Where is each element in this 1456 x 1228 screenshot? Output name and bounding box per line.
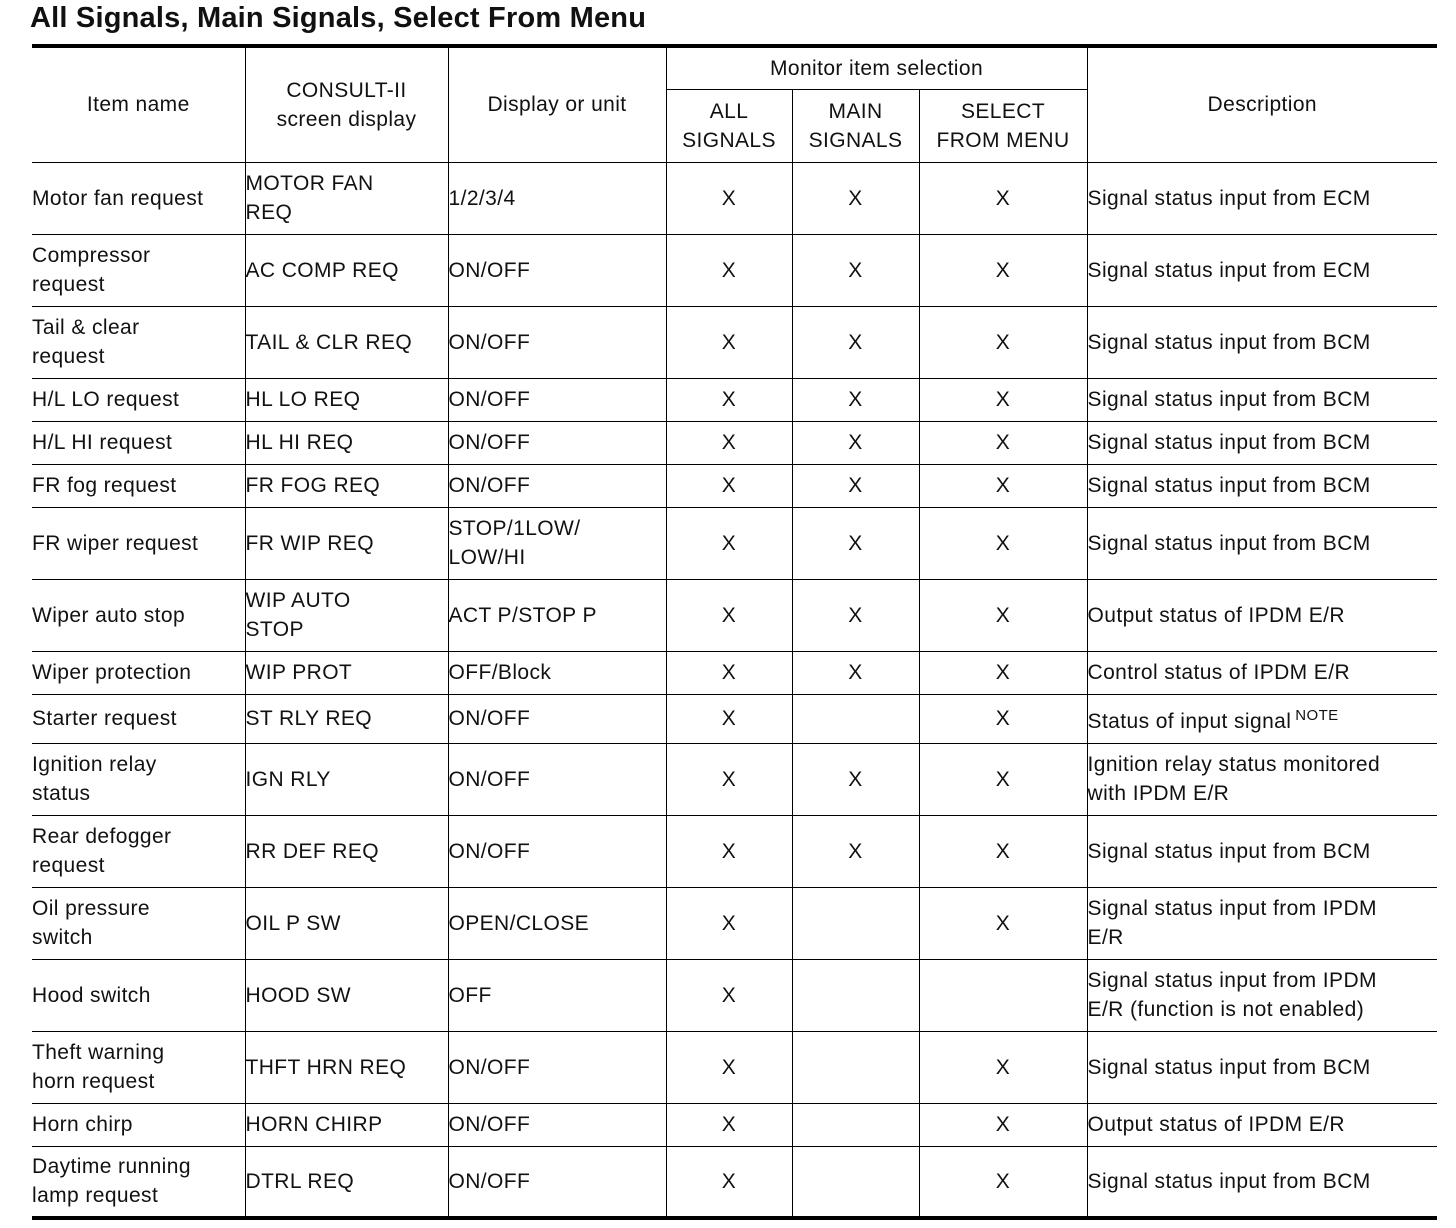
description-cell — [1087, 694, 1437, 743]
description-cell-line1: Signal status input from ECM — [1087, 186, 1371, 210]
item-name-cell — [32, 507, 245, 579]
select-from-menu-cell-mark: X — [995, 661, 1011, 684]
table-row — [32, 507, 1437, 579]
table-row — [32, 162, 1437, 234]
description-cell-line2: E/R (function is not enabled) — [1087, 998, 1365, 1021]
description-cell — [1087, 507, 1437, 579]
description-cell-line1: Signal status input from ECM — [1087, 258, 1371, 282]
item-name-cell-line1: Hood switch — [32, 983, 151, 1007]
description-cell-line2: with IPDM E/R — [1087, 782, 1230, 805]
header-consult-screen-display — [245, 46, 448, 162]
table-row — [32, 815, 1437, 887]
description-cell-line1: Signal status input from BCM — [1087, 330, 1371, 354]
main-signals-cell-mark: X — [848, 603, 863, 627]
table-row — [32, 464, 1437, 507]
display-unit-cell — [448, 507, 666, 579]
description-cell — [1087, 234, 1437, 306]
description-cell — [1087, 1103, 1437, 1146]
display-unit-cell — [448, 464, 666, 507]
screen-display-cell-line1: HORN CHIRP — [245, 1113, 383, 1136]
screen-display-cell-line1: DTRL REQ — [245, 1169, 355, 1193]
display-unit-cell-line2: LOW/HI — [448, 546, 526, 569]
item-name-cell — [32, 1146, 245, 1218]
display-unit-cell — [448, 887, 666, 959]
all-signals-cell — [666, 694, 792, 743]
description-cell-line1: Signal status input from IPDM — [1087, 897, 1377, 920]
all-signals-cell — [666, 887, 792, 959]
table-row — [32, 1146, 1437, 1218]
description-cell-line1: Signal status input from BCM — [1087, 388, 1371, 411]
table-row — [32, 579, 1437, 651]
display-unit-cell-line1: ON/OFF — [448, 1055, 531, 1079]
select-from-menu-cell — [919, 162, 1087, 234]
item-name-cell — [32, 1031, 245, 1103]
all-signals-cell — [666, 1031, 792, 1103]
all-signals-cell-mark: X — [721, 767, 737, 791]
item-name-cell — [32, 162, 245, 234]
display-unit-cell-line1: ON/OFF — [448, 767, 531, 791]
screen-display-cell-line1: HOOD SW — [245, 983, 351, 1007]
display-unit-cell — [448, 1031, 666, 1103]
select-from-menu-cell-mark: X — [995, 186, 1011, 210]
item-name-cell-line2: request — [32, 854, 105, 877]
select-from-menu-cell-mark: X — [995, 330, 1011, 354]
table-row — [32, 1031, 1437, 1103]
header-main-signals — [792, 89, 919, 162]
display-unit-cell — [448, 421, 666, 464]
display-unit-cell-line1: ON/OFF — [448, 330, 531, 354]
table-body — [32, 162, 1437, 1218]
screen-display-cell — [245, 1146, 448, 1218]
header-all-line2: SIGNALS — [682, 128, 776, 152]
all-signals-cell-mark: X — [721, 707, 737, 730]
screen-display-cell — [245, 1103, 448, 1146]
display-unit-cell-line1: ON/OFF — [448, 431, 531, 454]
all-signals-cell — [666, 651, 792, 694]
item-name-cell-line1: FR fog request — [32, 474, 177, 497]
table-row — [32, 694, 1437, 743]
main-signals-cell — [792, 306, 919, 378]
display-unit-cell-line1: OFF — [448, 983, 492, 1007]
description-cell-line1: Control status of IPDM E/R — [1087, 661, 1351, 684]
item-name-cell-line1: Starter request — [32, 707, 177, 730]
description-cell-line2: E/R — [1087, 926, 1124, 949]
screen-display-cell — [245, 464, 448, 507]
display-unit-cell-line1: ON/OFF — [448, 1113, 531, 1136]
display-unit-cell-line1: ACT P/STOP P — [448, 603, 597, 627]
item-name-cell-line1: Theft warning — [32, 1041, 165, 1064]
screen-display-cell — [245, 306, 448, 378]
item-name-cell-line2: request — [32, 345, 105, 368]
header-main-line1: MAIN — [828, 99, 883, 123]
item-name-cell-line2: horn request — [32, 1070, 155, 1093]
description-cell — [1087, 306, 1437, 378]
screen-display-cell — [245, 162, 448, 234]
all-signals-cell-mark: X — [721, 431, 737, 454]
description-cell — [1087, 743, 1437, 815]
main-signals-cell-mark: X — [848, 330, 863, 354]
screen-display-cell — [245, 421, 448, 464]
all-signals-cell — [666, 743, 792, 815]
item-name-cell-line1: Wiper auto stop — [32, 603, 186, 627]
screen-display-cell-line1: AC COMP REQ — [245, 258, 399, 282]
main-signals-cell — [792, 464, 919, 507]
screen-display-cell-line1: ST RLY REQ — [245, 707, 373, 730]
main-signals-cell — [792, 579, 919, 651]
header-description — [1087, 46, 1437, 162]
item-name-cell-line1: Oil pressure — [32, 897, 151, 920]
screen-display-cell — [245, 1031, 448, 1103]
description-cell — [1087, 421, 1437, 464]
main-signals-cell-mark: X — [848, 388, 863, 411]
select-from-menu-cell — [919, 743, 1087, 815]
select-from-menu-cell — [919, 507, 1087, 579]
main-signals-cell — [792, 651, 919, 694]
display-unit-cell-line1: ON/OFF — [448, 707, 531, 730]
item-name-cell — [32, 378, 245, 421]
select-from-menu-cell — [919, 651, 1087, 694]
all-signals-cell-mark: X — [721, 1113, 737, 1136]
main-signals-cell — [792, 378, 919, 421]
header-display-unit-text: Display or unit — [487, 93, 627, 117]
all-signals-cell — [666, 162, 792, 234]
header-all-signals — [666, 89, 792, 162]
main-signals-cell — [792, 234, 919, 306]
item-name-cell-line1: Ignition relay — [32, 753, 157, 776]
item-name-cell-line1: Daytime running — [32, 1155, 191, 1179]
item-name-cell — [32, 694, 245, 743]
main-signals-cell — [792, 694, 919, 743]
select-from-menu-cell — [919, 579, 1087, 651]
select-from-menu-cell — [919, 1031, 1087, 1103]
screen-display-cell-line1: IGN RLY — [245, 767, 331, 791]
header-select-from-menu — [919, 89, 1087, 162]
main-signals-cell — [792, 887, 919, 959]
display-unit-cell-line1: OPEN/CLOSE — [448, 911, 590, 935]
description-cell-line1: Signal status input from BCM — [1087, 1169, 1371, 1193]
main-signals-cell — [792, 421, 919, 464]
item-name-cell — [32, 421, 245, 464]
screen-display-cell-line2: REQ — [245, 201, 293, 224]
all-signals-cell — [666, 579, 792, 651]
select-from-menu-cell — [919, 306, 1087, 378]
screen-display-cell-line1: TAIL & CLR REQ — [245, 330, 413, 354]
item-name-cell-line1: Wiper protection — [32, 661, 192, 684]
all-signals-cell-mark: X — [721, 1169, 737, 1193]
main-signals-cell-mark: X — [848, 767, 863, 791]
display-unit-cell-line1: ON/OFF — [448, 1169, 531, 1193]
description-cell-line1: Signal status input from BCM — [1087, 474, 1371, 497]
item-name-cell-line1: FR wiper request — [32, 531, 199, 555]
main-signals-cell — [792, 507, 919, 579]
item-name-cell-line1: H/L LO request — [32, 388, 180, 411]
description-cell-line1: Signal status input from IPDM — [1087, 969, 1377, 992]
select-from-menu-cell — [919, 1146, 1087, 1218]
select-from-menu-cell — [919, 1103, 1087, 1146]
table-row — [32, 959, 1437, 1031]
main-signals-cell-mark: X — [848, 531, 863, 555]
display-unit-cell — [448, 579, 666, 651]
description-cell — [1087, 378, 1437, 421]
select-from-menu-cell — [919, 378, 1087, 421]
main-signals-cell-mark: X — [848, 258, 863, 282]
all-signals-cell-mark: X — [721, 603, 737, 627]
screen-display-cell-line2: STOP — [245, 618, 304, 641]
screen-display-cell-line1: WIP AUTO — [245, 589, 351, 612]
item-name-cell — [32, 464, 245, 507]
item-name-cell — [32, 306, 245, 378]
all-signals-cell — [666, 1146, 792, 1218]
item-name-cell — [32, 1103, 245, 1146]
item-name-cell-line1: Horn chirp — [32, 1113, 133, 1136]
all-signals-cell-mark: X — [721, 388, 737, 411]
description-cell-line1: Signal status input from BCM — [1087, 1055, 1371, 1079]
description-cell-line1: Output status of IPDM E/R — [1087, 603, 1345, 627]
all-signals-cell-mark: X — [721, 531, 737, 555]
description-cell-line1: Status of input signal — [1087, 710, 1292, 733]
display-unit-cell — [448, 162, 666, 234]
screen-display-cell — [245, 743, 448, 815]
screen-display-cell-line1: RR DEF REQ — [245, 839, 380, 863]
display-unit-cell — [448, 743, 666, 815]
all-signals-cell — [666, 306, 792, 378]
description-cell — [1087, 579, 1437, 651]
header-item-name — [32, 46, 245, 162]
note-superscript: NOTE — [1295, 707, 1339, 724]
description-cell — [1087, 815, 1437, 887]
item-name-cell — [32, 579, 245, 651]
header-select-line1: SELECT — [960, 99, 1046, 123]
item-name-cell-line1: Compressor — [32, 244, 151, 267]
all-signals-cell-mark: X — [721, 1055, 737, 1079]
display-unit-cell-line1: ON/OFF — [448, 839, 531, 863]
table-row — [32, 651, 1437, 694]
description-cell-line1: Signal status input from BCM — [1087, 431, 1371, 454]
header-monitor-group-text: Monitor item selection — [769, 56, 984, 80]
all-signals-cell — [666, 234, 792, 306]
description-cell — [1087, 651, 1437, 694]
header-consult-line1: CONSULT-II — [286, 78, 407, 102]
item-name-cell — [32, 234, 245, 306]
main-signals-cell — [792, 959, 919, 1031]
screen-display-cell — [245, 815, 448, 887]
description-cell-line1: Output status of IPDM E/R — [1087, 1113, 1345, 1136]
all-signals-cell — [666, 1103, 792, 1146]
screen-display-cell-line1: FR WIP REQ — [245, 531, 374, 555]
item-name-cell — [32, 887, 245, 959]
item-name-cell-line1: H/L HI request — [32, 431, 173, 454]
description-cell — [1087, 959, 1437, 1031]
table-row — [32, 234, 1437, 306]
select-from-menu-cell-mark: X — [995, 1169, 1011, 1193]
select-from-menu-cell — [919, 815, 1087, 887]
all-signals-cell — [666, 507, 792, 579]
header-monitor-item-selection — [666, 46, 1087, 89]
all-signals-cell-mark: X — [721, 983, 737, 1007]
all-signals-cell — [666, 421, 792, 464]
main-signals-cell — [792, 1146, 919, 1218]
select-from-menu-cell-mark: X — [995, 258, 1011, 282]
display-unit-cell — [448, 959, 666, 1031]
select-from-menu-cell — [919, 887, 1087, 959]
display-unit-cell — [448, 1103, 666, 1146]
display-unit-cell-line1: ON/OFF — [448, 388, 531, 411]
description-cell-line1: Ignition relay status monitored — [1087, 753, 1381, 776]
table-row — [32, 887, 1437, 959]
table-header — [32, 46, 1437, 162]
screen-display-cell-line1: HL LO REQ — [245, 388, 361, 411]
description-cell-line1: Signal status input from BCM — [1087, 531, 1371, 555]
select-from-menu-cell — [919, 694, 1087, 743]
main-signals-cell — [792, 1031, 919, 1103]
select-from-menu-cell-mark: X — [995, 839, 1011, 863]
display-unit-cell — [448, 694, 666, 743]
header-main-line2: SIGNALS — [808, 128, 903, 152]
all-signals-cell — [666, 959, 792, 1031]
header-item-name-text: Item name — [86, 93, 190, 117]
screen-display-cell-line1: OIL P SW — [245, 911, 341, 935]
item-name-cell — [32, 959, 245, 1031]
all-signals-cell-mark: X — [721, 330, 737, 354]
item-name-cell-line1: Tail & clear — [32, 316, 140, 339]
screen-display-cell — [245, 694, 448, 743]
item-name-cell — [32, 815, 245, 887]
all-signals-cell-mark: X — [721, 258, 737, 282]
all-signals-cell — [666, 378, 792, 421]
screen-display-cell — [245, 959, 448, 1031]
select-from-menu-cell — [919, 464, 1087, 507]
table-row — [32, 743, 1437, 815]
display-unit-cell-line1: 1/2/3/4 — [448, 186, 516, 210]
main-signals-cell-mark: X — [848, 431, 863, 454]
screen-display-cell-line1: MOTOR FAN — [245, 172, 374, 195]
display-unit-cell-line1: STOP/1LOW/ — [448, 517, 581, 540]
main-signals-cell-mark: X — [848, 839, 863, 863]
main-signals-cell-mark: X — [848, 186, 863, 210]
select-from-menu-cell-mark: X — [995, 431, 1011, 454]
item-name-cell — [32, 743, 245, 815]
display-unit-cell — [448, 234, 666, 306]
all-signals-cell-mark: X — [721, 186, 737, 210]
display-unit-cell — [448, 378, 666, 421]
main-signals-cell — [792, 1103, 919, 1146]
screen-display-cell — [245, 507, 448, 579]
description-cell-line1: Signal status input from BCM — [1087, 839, 1371, 863]
all-signals-cell-mark: X — [721, 661, 737, 684]
header-all-line1: ALL — [709, 99, 749, 123]
select-from-menu-cell-mark: X — [995, 707, 1011, 730]
all-signals-cell-mark: X — [721, 474, 737, 497]
screen-display-cell-line1: FR FOG REQ — [245, 474, 381, 497]
monitor-items-table — [32, 44, 1437, 1220]
all-signals-cell — [666, 815, 792, 887]
item-name-cell-line2: lamp request — [32, 1184, 159, 1208]
item-name-cell-line2: status — [32, 782, 91, 805]
display-unit-cell — [448, 815, 666, 887]
display-unit-cell — [448, 1146, 666, 1218]
screen-display-cell — [245, 378, 448, 421]
all-signals-cell — [666, 464, 792, 507]
main-signals-cell — [792, 815, 919, 887]
display-unit-cell-line1: ON/OFF — [448, 258, 531, 282]
screen-display-cell-line1: THFT HRN REQ — [245, 1055, 407, 1079]
select-from-menu-cell-mark: X — [995, 388, 1011, 411]
header-display-or-unit — [448, 46, 666, 162]
select-from-menu-cell-mark: X — [995, 911, 1011, 935]
select-from-menu-cell — [919, 421, 1087, 464]
header-consult-line2: screen display — [276, 107, 417, 131]
main-signals-cell-mark: X — [848, 661, 863, 684]
display-unit-cell-line1: ON/OFF — [448, 474, 531, 497]
item-name-cell — [32, 651, 245, 694]
item-name-cell-line2: request — [32, 273, 105, 296]
item-name-cell-line1: Rear defogger — [32, 825, 172, 848]
header-select-line2: FROM MENU — [936, 128, 1070, 152]
screen-display-cell — [245, 651, 448, 694]
screen-display-cell — [245, 887, 448, 959]
table-row — [32, 378, 1437, 421]
display-unit-cell — [448, 651, 666, 694]
description-cell — [1087, 464, 1437, 507]
main-signals-cell-mark: X — [848, 474, 863, 497]
screen-display-cell — [245, 234, 448, 306]
select-from-menu-cell-mark: X — [995, 531, 1011, 555]
table-row — [32, 421, 1437, 464]
all-signals-cell-mark: X — [721, 839, 737, 863]
select-from-menu-cell — [919, 959, 1087, 1031]
main-signals-cell — [792, 743, 919, 815]
table-row — [32, 306, 1437, 378]
select-from-menu-cell-mark: X — [995, 474, 1011, 497]
screen-display-cell — [245, 579, 448, 651]
item-name-cell-line1: Motor fan request — [32, 186, 204, 210]
screen-display-cell-line1: HL HI REQ — [245, 431, 354, 454]
select-from-menu-cell-mark: X — [995, 1113, 1011, 1136]
select-from-menu-cell-mark: X — [995, 1055, 1011, 1079]
item-name-cell-line2: switch — [32, 926, 93, 949]
table-row — [32, 1103, 1437, 1146]
all-signals-cell-mark: X — [721, 911, 737, 935]
page-title: All Signals, Main Signals, Select From Menu — [30, 2, 647, 34]
select-from-menu-cell-mark: X — [995, 603, 1011, 627]
screen-display-cell-line1: WIP PROT — [245, 661, 353, 684]
description-cell — [1087, 162, 1437, 234]
display-unit-cell — [448, 306, 666, 378]
select-from-menu-cell-mark: X — [995, 767, 1011, 791]
description-cell — [1087, 887, 1437, 959]
description-cell — [1087, 1031, 1437, 1103]
display-unit-cell-line1: OFF/Block — [448, 661, 552, 684]
main-signals-cell — [792, 162, 919, 234]
header-description-text: Description — [1207, 93, 1317, 117]
description-cell — [1087, 1146, 1437, 1218]
select-from-menu-cell — [919, 234, 1087, 306]
